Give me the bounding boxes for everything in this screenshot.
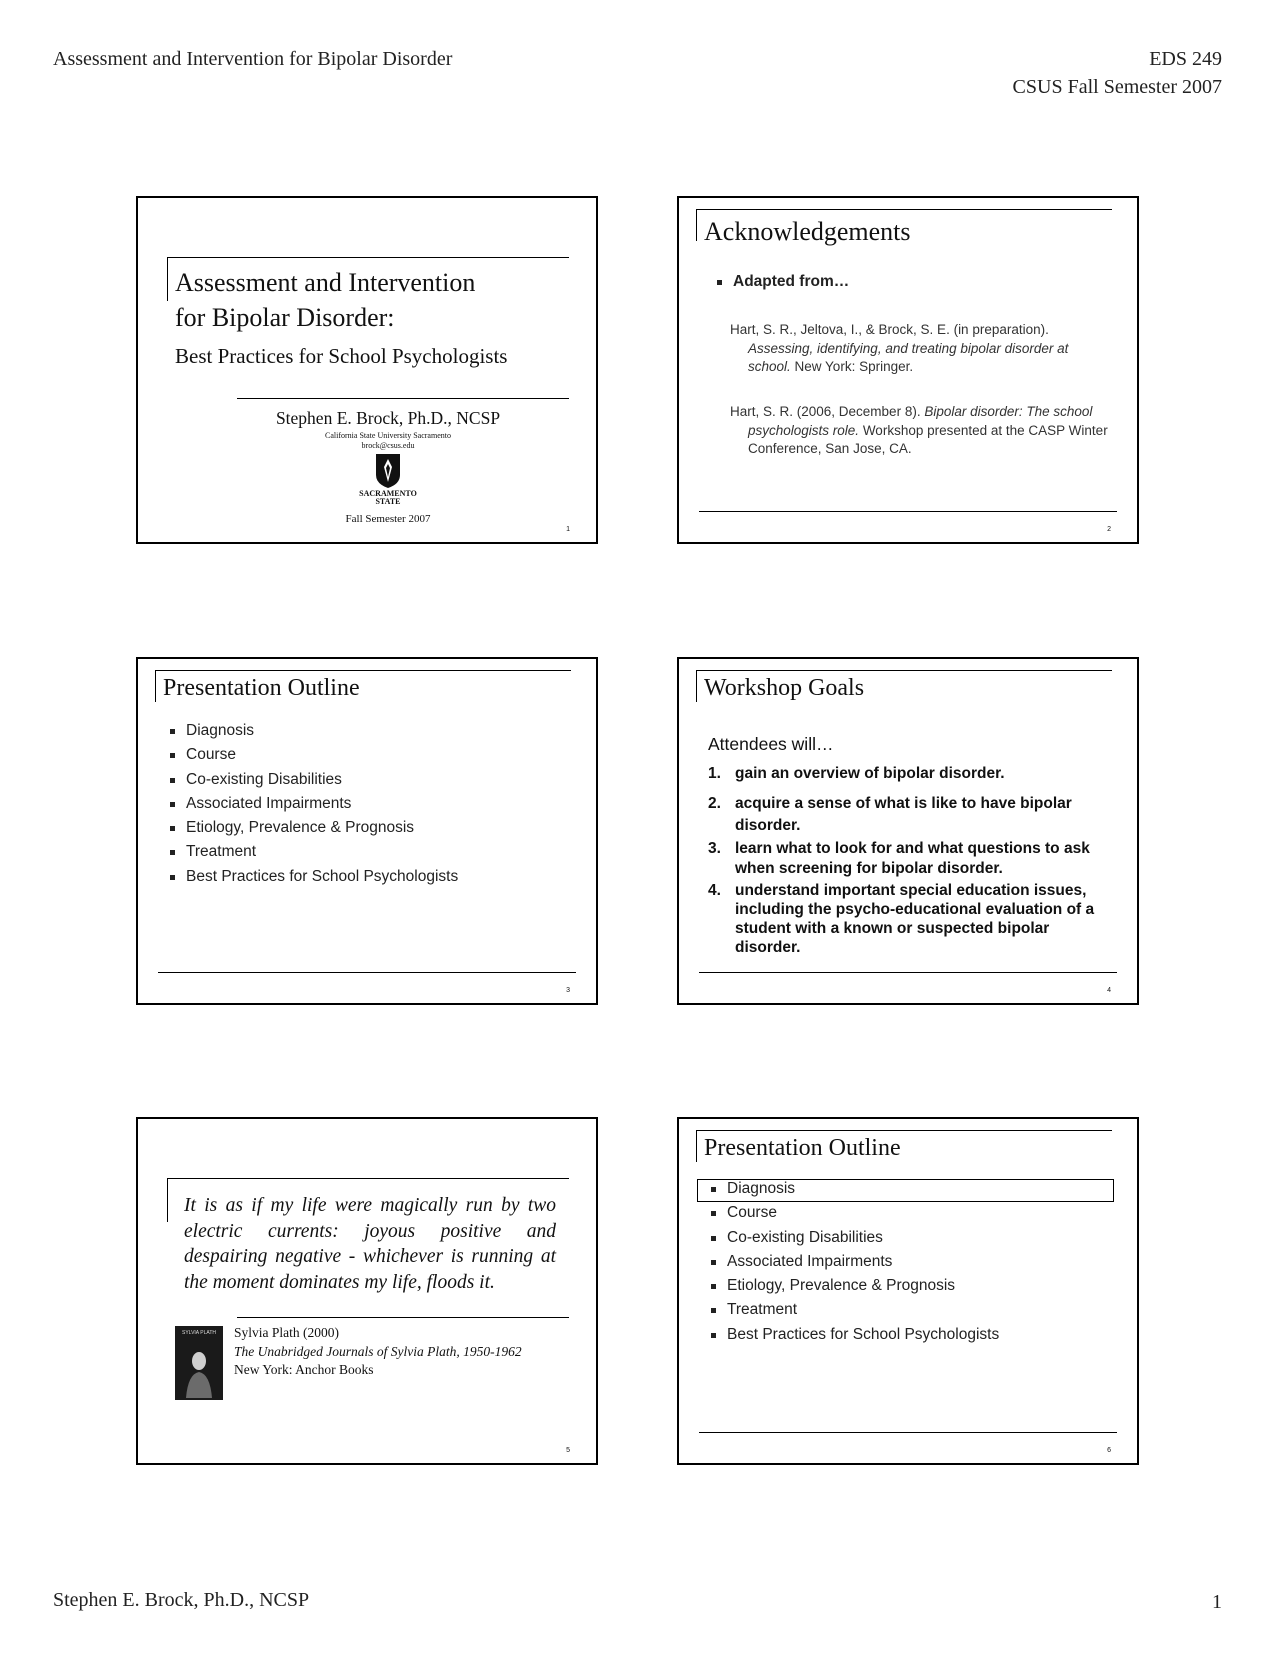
title-bracket-vertical — [696, 1130, 697, 1162]
slide-3-title: Presentation Outline — [163, 675, 360, 701]
book-cover-image — [175, 1326, 223, 1400]
goal-text: understand important special education issues, including the psycho-educational evaluation of a student with a known or suspected bipolar disorder. — [735, 882, 1095, 956]
title-bracket-vertical — [167, 1178, 168, 1222]
reference-1-work: Assessing, identifying, and treating bipolar disorder at school. — [748, 340, 1069, 374]
slide-1-title-line-1: Assessment and Intervention — [175, 268, 476, 297]
citation-divider — [237, 1317, 569, 1318]
sacramento-state-logo — [371, 453, 405, 489]
list-item: Etiology, Prevalence & Prognosis — [707, 1274, 999, 1298]
author-divider — [237, 398, 569, 399]
goal-number: 3. — [708, 840, 721, 857]
reference-2-work: Bipolar disorder: The school psychologists role. — [748, 404, 1093, 438]
list-item: Treatment — [707, 1298, 999, 1322]
portrait-icon — [183, 1348, 215, 1398]
slide-6-outline — [707, 1177, 999, 1347]
logo-wordmark-bottom: STATE — [375, 497, 401, 506]
page-header-semester: CSUS Fall Semester 2007 — [1012, 76, 1222, 98]
goal-number: 2. — [708, 795, 721, 812]
reference-2-authors: Hart, S. R. (2006, December 8). — [730, 404, 925, 419]
title-bracket-vertical — [696, 209, 697, 241]
list-item: Diagnosis — [166, 719, 458, 743]
slide-number: 1 — [566, 526, 570, 533]
list-item-highlighted: Diagnosis — [707, 1177, 999, 1201]
bottom-rule — [158, 972, 576, 973]
slide-number: 3 — [566, 987, 570, 994]
slide-number: 4 — [1107, 987, 1111, 994]
goal-number: 1. — [708, 765, 721, 782]
page-number: 1 — [1212, 1591, 1222, 1613]
list-item: Etiology, Prevalence & Prognosis — [166, 816, 458, 840]
citation-title: The Unabridged Journals of Sylvia Plath, 1950-1962 — [234, 1344, 522, 1359]
title-bracket-vertical — [696, 670, 697, 702]
goals-intro: Attendees will… — [708, 734, 834, 754]
reference-1-authors: Hart, S. R., Jeltova, I., & Brock, S. E. (in preparation). — [730, 322, 1049, 337]
slide-1-subtitle: Best Practices for School Psychologists — [175, 344, 508, 368]
list-item: Best Practices for School Psychologists — [707, 1323, 999, 1347]
slide-number: 5 — [566, 1447, 570, 1454]
slide-5 — [136, 1117, 598, 1465]
goal-item-1 — [708, 764, 1118, 784]
page-footer-author: Stephen E. Brock, Ph.D., NCSP — [53, 1589, 310, 1611]
list-item: Course — [707, 1201, 999, 1225]
goal-text: acquire a sense of what is like to have bipolar disorder. — [735, 795, 1072, 834]
reference-1-publisher: New York: Springer. — [790, 359, 914, 374]
title-bracket-line — [167, 257, 569, 258]
reference-1 — [730, 321, 1114, 377]
list-item: Treatment — [166, 840, 458, 864]
hornet-shield-icon — [371, 453, 405, 489]
bottom-rule — [699, 1432, 1117, 1433]
goal-item-3 — [708, 839, 1118, 879]
list-item: Co-existing Disabilities — [707, 1226, 999, 1250]
slide-6-title: Presentation Outline — [704, 1135, 901, 1161]
slide-2-title: Acknowledgements — [704, 217, 911, 246]
slide-3 — [136, 657, 598, 1005]
slide-4 — [677, 657, 1139, 1005]
page-header-course: EDS 249 — [1149, 48, 1222, 70]
list-item: Course — [166, 743, 458, 767]
goal-text: gain an overview of bipolar disorder. — [735, 765, 1005, 782]
slide-2 — [677, 196, 1139, 544]
list-item: Co-existing Disabilities — [166, 768, 458, 792]
title-bracket-line — [696, 209, 1112, 210]
book-cover-title: SYLVIA PLATH — [182, 1330, 216, 1336]
plath-quote: It is as if my life were magically run by two electric currents: joyous positive and despairing negative - whichever is running at the moment dominates my life, floods it. — [184, 1195, 556, 1293]
title-bracket-line — [167, 1178, 569, 1179]
slide-2-bullets — [713, 270, 849, 294]
reference-2 — [730, 403, 1114, 459]
slide-number: 6 — [1107, 1447, 1111, 1454]
slide-1-email: brock@csus.edu — [361, 441, 415, 450]
slide-number: 2 — [1107, 526, 1111, 533]
list-item: Associated Impairments — [707, 1250, 999, 1274]
citation-publisher: New York: Anchor Books — [234, 1362, 374, 1377]
bottom-rule — [699, 511, 1117, 512]
list-item: Associated Impairments — [166, 792, 458, 816]
slide-1-affiliation: California State University Sacramento — [325, 431, 451, 440]
slide-1 — [136, 196, 598, 544]
logo-wordmark-top: SACRAMENTO — [359, 489, 417, 498]
slide-4-title: Workshop Goals — [704, 675, 865, 701]
slide-3-outline — [166, 719, 458, 889]
list-item: Best Practices for School Psychologists — [166, 865, 458, 889]
title-bracket-vertical — [167, 257, 168, 301]
slide-6 — [677, 1117, 1139, 1465]
title-bracket-line — [155, 670, 571, 671]
reference-2-venue: Workshop presented at the CASP Winter Conference, San Jose, CA. — [748, 422, 1108, 456]
goal-item-2 — [708, 793, 1118, 837]
title-bracket-line — [696, 670, 1112, 671]
slide-1-date: Fall Semester 2007 — [345, 513, 431, 525]
slide-1-author: Stephen E. Brock, Ph.D., NCSP — [275, 408, 501, 428]
citation-author: Sylvia Plath (2000) — [234, 1325, 339, 1340]
goal-item-4 — [708, 881, 1118, 957]
slide-1-title-line-2: for Bipolar Disorder: — [175, 303, 395, 332]
title-bracket-line — [696, 1130, 1112, 1131]
bottom-rule — [699, 972, 1117, 973]
title-bracket-vertical — [155, 670, 156, 702]
goal-number: 4. — [708, 882, 721, 899]
page-header-title: Assessment and Intervention for Bipolar Disorder — [53, 48, 453, 70]
list-item: Adapted from… — [713, 270, 849, 294]
goal-text: learn what to look for and what questions to ask when screening for bipolar disorder. — [735, 840, 1090, 877]
